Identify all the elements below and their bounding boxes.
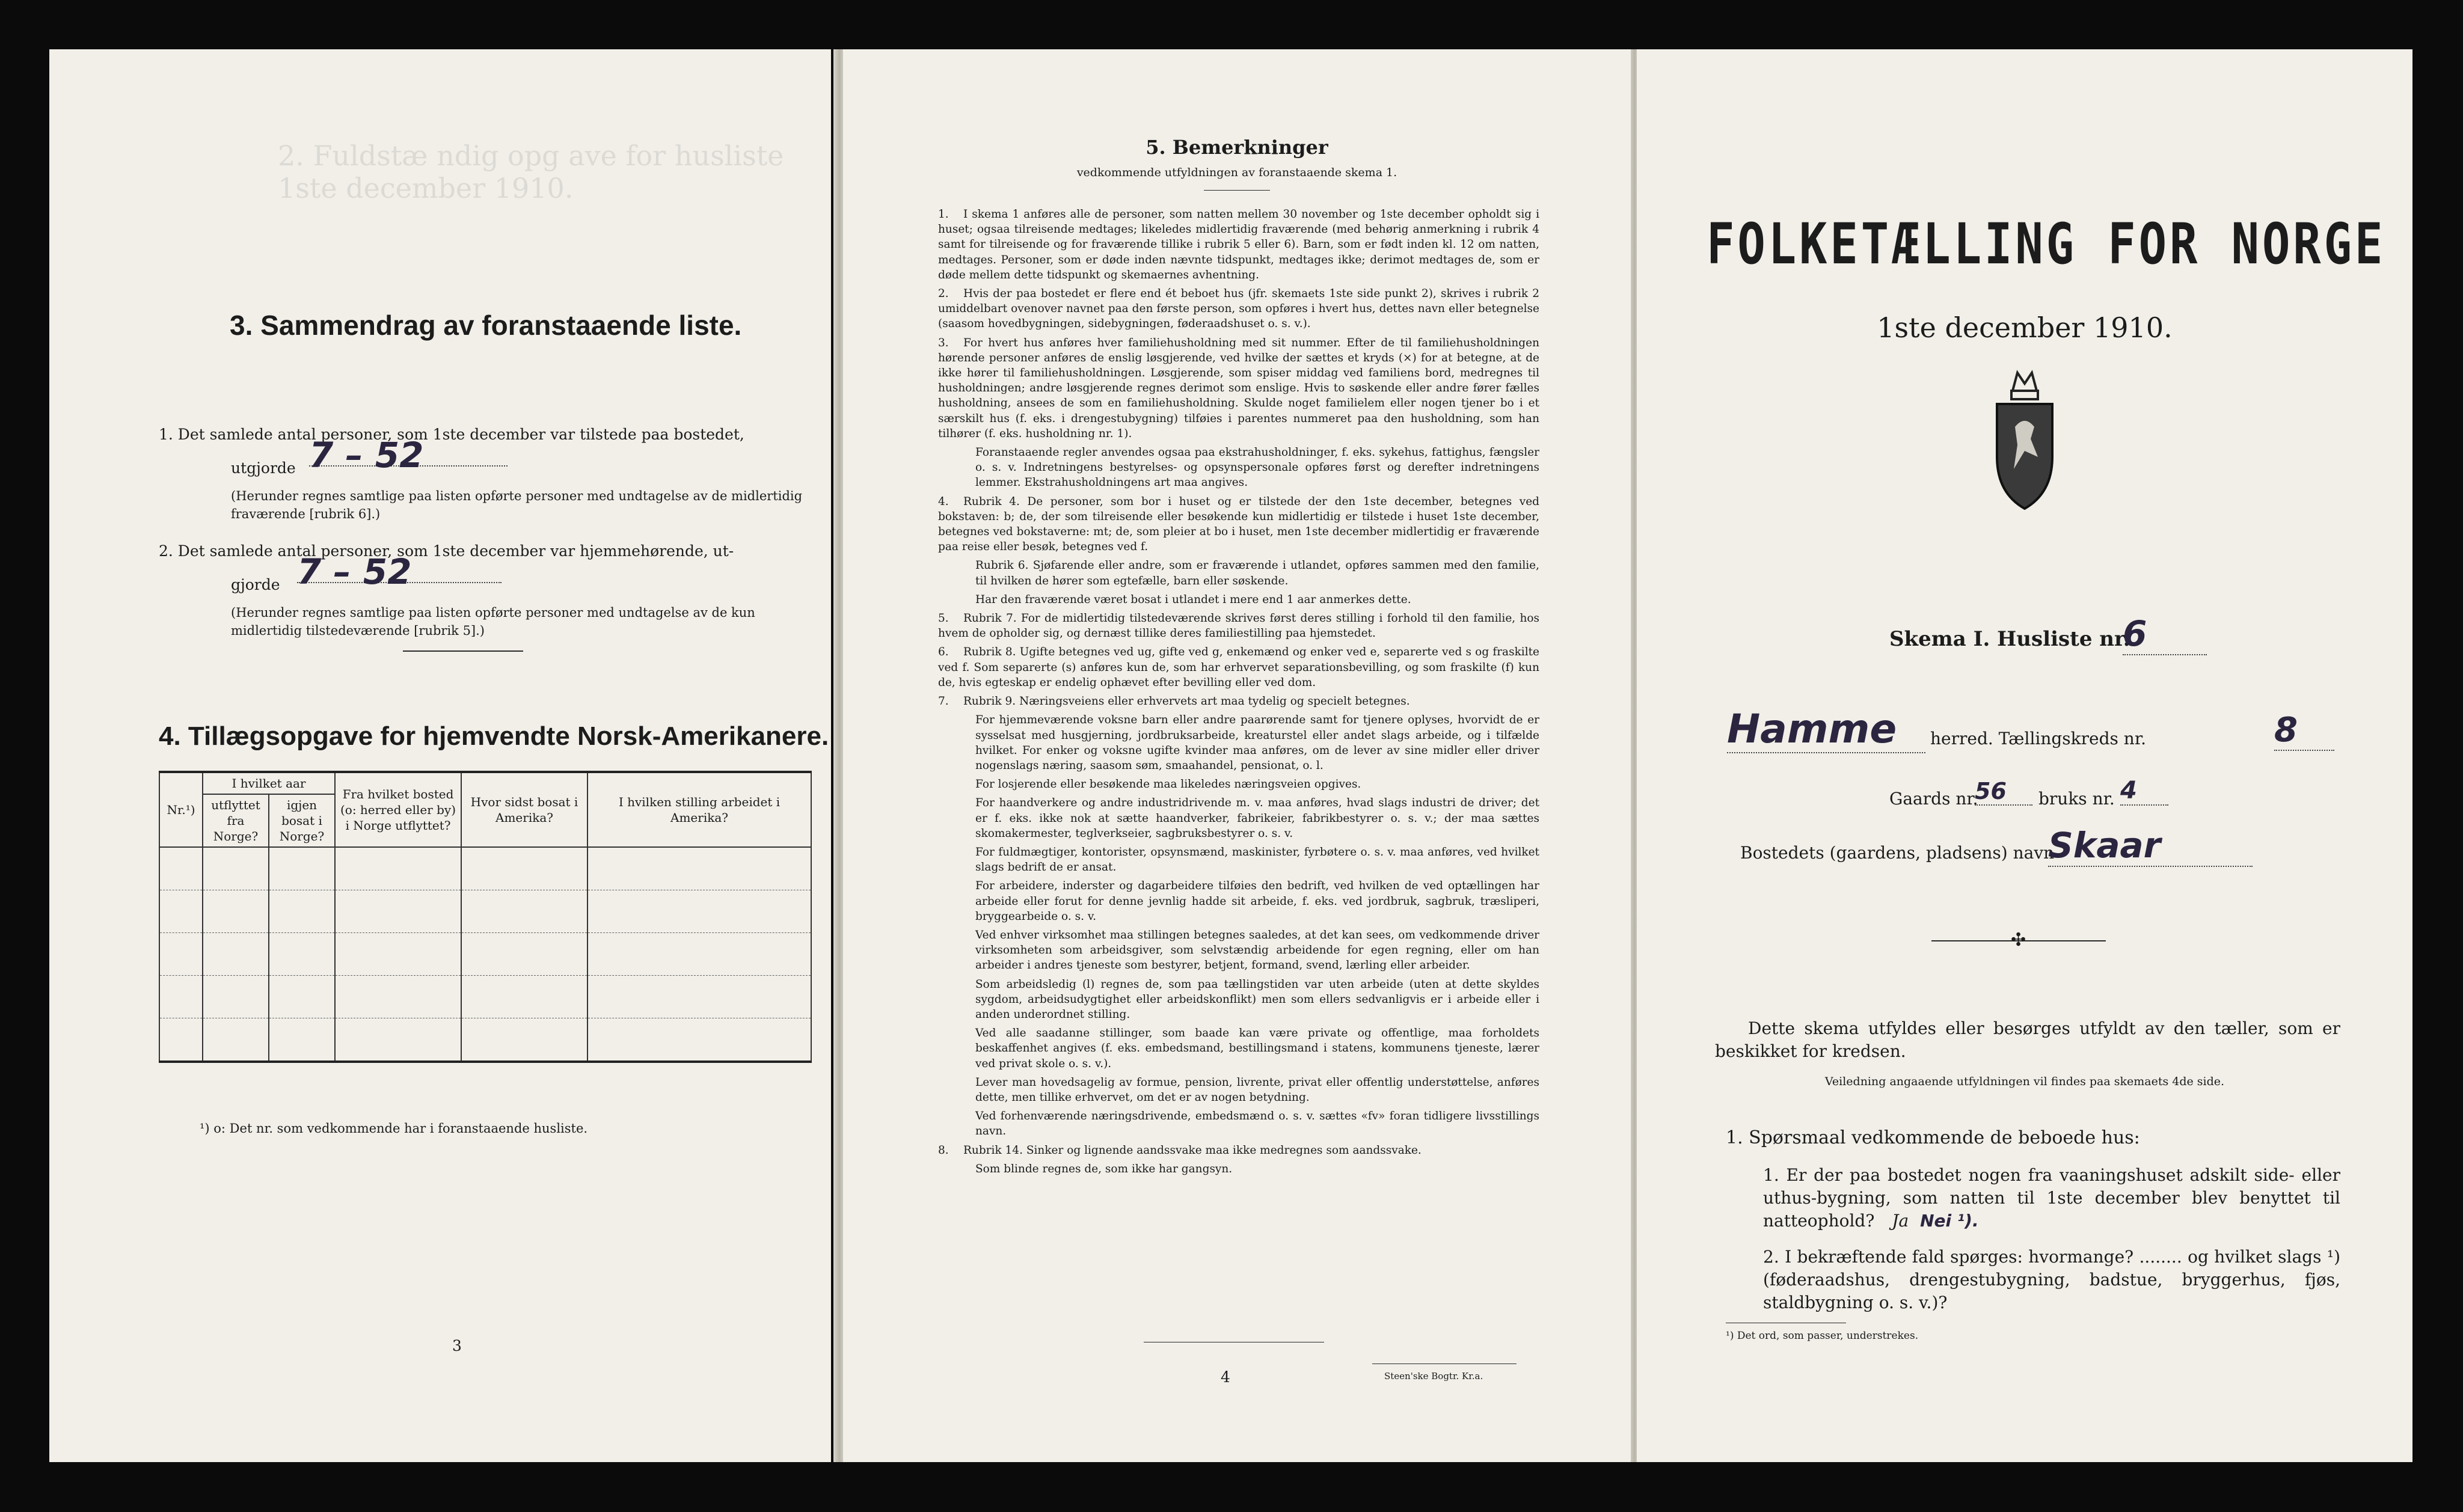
remark-text: Rubrik 6. Sjøfarende eller andre, som er fraværende i utlandet, opføres sammen med den familie, til hvilken de hører som egtefælle, barn eller søskende. xyxy=(975,559,1539,587)
remark-item xyxy=(938,795,1539,841)
section4-heading: 4. Tillægsopgave for hjemvendte Norsk-Amerikanere. xyxy=(159,721,829,751)
remark-item xyxy=(938,1026,1539,1071)
remark-item xyxy=(938,592,1539,607)
printer-imprint: Steen'ske Bogtr. Kr.a. xyxy=(1384,1371,1483,1382)
gaards-nr: 56 xyxy=(1975,778,2032,806)
table-row xyxy=(159,847,811,890)
kreds-nr: 8 xyxy=(2274,711,2334,751)
remark-text: Rubrik 14. Sinker og lignende aandssvake maa ikke medregnes som aandssvake. xyxy=(963,1143,1422,1157)
table-row xyxy=(159,1018,811,1062)
remark-text: Hvis der paa bostedet er flere end ét beboet hus (jfr. skemaets 1ste side punkt 2), skrives i rubrik 2 umiddelbart ovenover navnet paa den første person, som opføres i hvert hus, dettes navn eller betegnelse (saasom hovedbygningen, sidebygningen, føderaadshuset o. s. v.). xyxy=(938,287,1539,331)
remark-text: For haandverkere og andre industridrivende m. v. maa anføres, hvad slags industri de driver; det er f. eks. ikke nok at sætte haandverker, fabrikeier, fabrikbestyrer o. s. v.; der maa sættes skomakermester, teglverkseier, sagbruksbestyrer o. s. v. xyxy=(975,797,1539,840)
answer-nei: Nei ¹). xyxy=(1920,1211,1979,1231)
remark-item xyxy=(938,1162,1539,1177)
page-middle xyxy=(843,49,1631,1462)
page-left xyxy=(49,49,831,1462)
remarks-list xyxy=(938,207,1539,1180)
col-group-year: I hvilket aar xyxy=(203,772,335,794)
remark-number: 8. xyxy=(938,1143,949,1157)
remark-text: Rubrik 4. De personer, som bor i huset og er tilstede der den 1ste december, betegnes ved bokstaven: b; de, der som tilreisende eller besøkende kun midlertidig er tilstede i huset 1ste december, betegnes ved bokstaverne: mt; de, som pleier at bo i huset, men 1ste december midlertidig er fraværende paa reise eller besøk, betegnes ved f. xyxy=(938,495,1539,554)
remark-item xyxy=(938,1143,1539,1158)
remark-text: For losjerende eller besøkende maa likeledes næringsveien opgives. xyxy=(975,778,1361,791)
husliste-nr: 6 xyxy=(2123,613,2207,655)
item2-note: (Herunder regnes samtlige paa listen opførte personer med undtagelse av de kun midlertidig tilstedeværende [rubrik 5].) xyxy=(231,605,755,638)
remarks-heading: 5. Bemerkninger xyxy=(1146,136,1328,159)
remark-text: Har den fraværende været bosat i utlandet i mere end 1 aar anmerkes dette. xyxy=(975,593,1411,606)
item2-handwritten-count: 7 – 52 xyxy=(297,562,501,583)
remark-text: I skema 1 anføres alle de personer, som natten mellem 30 november og 1ste december opholdt sig i huset; ogsaa tilreisende medtages; likeledes midlertidig fraværende (med behørig anmerkning i rubrik 4 samt for tilreisende og for fraværende tillike i rubrik 5 eller 6). Barn, som er født inden kl. 12 om natten, medtages. Personer, som er døde inden nævnte tidspunkt, medtages ikke; derimot medtages de, som er døde mellem dette tidspunkt og skemaernes avhentning. xyxy=(938,208,1539,281)
col-fra-bosted: Fra hvilket bosted (o: herred eller by) i Norge utflyttet? xyxy=(335,772,461,847)
remark-text: Som blinde regnes de, som ikke har gangsyn. xyxy=(975,1162,1233,1175)
item1-note: (Herunder regnes samtlige paa listen opførte personer med undtagelse av de midlertidig fraværende [rubrik 6].) xyxy=(231,489,803,521)
remark-item xyxy=(938,845,1539,875)
remark-number: 1. xyxy=(938,208,949,221)
remark-item xyxy=(938,977,1539,1023)
heading-rule xyxy=(1204,190,1270,191)
footnote: ¹) Det ord, som passer, understrekes. xyxy=(1726,1330,1919,1342)
instruction-text: Dette skema utfyldes eller besørges utfyldt av den tæller, som er beskikket for kredsen. xyxy=(1715,1018,2340,1061)
table-footnote: ¹) o: Det nr. som vedkommende har i foranstaaende husliste. xyxy=(200,1121,588,1136)
page-right xyxy=(1637,49,2412,1462)
remark-number: 2. xyxy=(938,287,949,301)
col-stilling: I hvilken stilling arbeidet i Amerika? xyxy=(587,772,811,847)
question1-heading: 1. Spørsmaal vedkommende de beboede hus: xyxy=(1726,1127,2140,1148)
remark-text: Ved enhver virksomhet maa stillingen betegnes saaledes, at det kan sees, om vedkommende driver virksomheten som arbeidsgiver, som selvstændig arbeidende for egen regning, eller om han arbeider i andres tjeneste som bestyrer, betjent, formand, svend, lærling eller arbeider. xyxy=(975,928,1539,972)
item1-handwritten-count: 7 – 52 xyxy=(309,445,508,467)
skema-label: Skema I. Husliste nr. xyxy=(1889,627,2130,651)
remark-text: Foranstaaende regler anvendes ogsaa paa ekstrahusholdninger, f. eks. sykehus, fattighus, fængsler o. s. v. Indretningens bestyrelses- og opsynspersonale opføres først og derefter indretningens lemmer. Ekstrahusholdningens art maa angives. xyxy=(975,446,1539,489)
remark-item xyxy=(938,777,1539,792)
remark-text: Lever man hovedsagelig av formue, pension, livrente, privat eller offentlig understøttelse, anføres dette, men tillike erhvervet, om det er av nogen betydning. xyxy=(975,1076,1539,1104)
divider xyxy=(403,650,523,652)
item1-label: utgjorde xyxy=(231,459,296,477)
page-number: 3 xyxy=(452,1337,462,1354)
question1 xyxy=(1763,1164,2340,1232)
col-igjen-bosat: igjen bosat i Norge? xyxy=(269,794,335,847)
form-title: FOLKETÆLLING FOR NORGE xyxy=(1707,212,2386,277)
remark-text: For hvert hus anføres hver familiehusholdning med sit nummer. Efter de til familiehusholdningen hørende personer anføres de enslig løsgjerende, ved hvilke der sættes et kryds (×) for at betegne, at de ikke hører til familiehusholdningen. Løsgjerende, som spiser middag ved familiens bord, medregnes til husholdningen; andre løsgjerende regnes derimot som enslige. Hvis to søskende eller andre fører fælles husholdning, ansees de som en familiehusholdning. Skulde noget familielem eller nogen tjener bo i et særskilt hus (f. eks. i drengestubygning) tilføies i parentes nummeret paa den husholdning, som han tilhører (f. eks. husholdning nr. 1). xyxy=(938,336,1539,440)
remark-item xyxy=(938,644,1539,690)
item2-line1: 2. Det samlede antal personer, som 1ste december var hjemmehørende, ut- xyxy=(159,542,734,560)
remark-item xyxy=(938,1109,1539,1139)
question2-text: 2. I bekræftende fald spørges: hvormange? ........ og hvilket slags ¹) (føderaadshus, drengestubygning, badstue, bryggerhus, fjøs, staldbygning o. s. v.)? xyxy=(1763,1247,2340,1312)
remark-item xyxy=(938,712,1539,773)
page-number: 4 xyxy=(1221,1368,1230,1386)
item1-line1: 1. Det samlede antal personer, som 1ste december var tilstede paa bostedet, xyxy=(159,426,744,443)
item2-label: gjorde xyxy=(231,576,280,593)
remark-item xyxy=(938,494,1539,555)
remark-number: 4. xyxy=(938,495,949,508)
bruks-label: bruks nr. xyxy=(2038,789,2115,809)
remark-number: 3. xyxy=(938,336,949,349)
remark-number: 5. xyxy=(938,612,949,625)
col-utflyttet: utflyttet fra Norge? xyxy=(203,794,269,847)
question1-text: 1. Er der paa bostedet nogen fra vaaningshuset adskilt side- eller uthus-bygning, som natten til 1ste december blev benyttet til natteophold? xyxy=(1763,1165,2340,1231)
section3-heading: 3. Sammendrag av foranstaaende liste. xyxy=(230,310,742,341)
remark-item xyxy=(938,611,1539,641)
remark-item xyxy=(938,207,1539,283)
remark-text: For fuldmægtiger, kontorister, opsynsmænd, maskinister, fyrbøtere o. s. v. maa anføres, ved hvilket slags bedrift de er ansat. xyxy=(975,845,1539,874)
remark-text: Ved forhenværende næringsdrivende, embedsmænd o. s. v. sættes «fv» foran tidligere livsstillings navn. xyxy=(975,1110,1539,1138)
remark-text: Rubrik 7. For de midlertidig tilstedeværende skrives først deres stilling i forhold til den familie, hos hvem de opholder sig, og dernæst tillike deres familiestilling paa hjemstedet. xyxy=(938,612,1539,640)
bosted-name: Skaar xyxy=(2048,825,2253,867)
col-sidst-bosat: Hvor sidst bosat i Amerika? xyxy=(461,772,587,847)
remark-text: Rubrik 9. Næringsveiens eller erhvervets art maa tydelig og specielt betegnes. xyxy=(963,695,1410,708)
veiledning-text: Veiledning angaaende utfyldningen vil findes paa skemaets 4de side. xyxy=(1824,1075,2225,1088)
section3-item2 xyxy=(159,541,808,640)
remark-item xyxy=(938,928,1539,973)
table-row xyxy=(159,933,811,976)
ornament-icon: ✣ xyxy=(2011,929,2026,950)
answer-ja: Ja xyxy=(1892,1211,1909,1231)
remark-text: For hjemmeværende voksne barn eller andre paarørende samt for tjenere oplyses, hvorvidt de er sysselsat med husgjerning, jordbruksarbeide, kreaturstel eller andet slags arbeide, og i tilfælde hvilket. For enker og voksne ugifte kvinder maa anføres, om de lever av sine midler eller driver nogenslags næring, saasom søm, smaahandel, pensionat, o. l. xyxy=(975,714,1539,772)
norsk-amerikanere-table xyxy=(159,771,812,1063)
form-date: 1ste december 1910. xyxy=(1877,311,2173,344)
remark-item xyxy=(938,878,1539,924)
remark-item xyxy=(938,558,1539,588)
remark-text: Som arbeidsledig (l) regnes de, som paa tællingstiden var uten arbeide (uten at dette skyldes sygdom, arbeidsudygtighet eller arbeidskonflikt) men som ellers sedvanligvis er i arbeide eller i anden underordnet stilling. xyxy=(975,978,1539,1021)
table-row xyxy=(159,976,811,1018)
section3-item1 xyxy=(159,424,808,523)
bosted-label: Bostedets (gaardens, pladsens) navn xyxy=(1740,843,2055,863)
ghost-text: 2. Fuldstæ ndig opg ave for husliste 1ste december 1910. xyxy=(278,139,784,204)
remark-item xyxy=(938,694,1539,709)
col-nr: Nr.¹) xyxy=(159,772,203,847)
bruks-nr: 4 xyxy=(2120,777,2168,806)
remark-number: 6. xyxy=(938,646,949,659)
remark-item xyxy=(938,335,1539,441)
herred-name: Hamme xyxy=(1727,706,1925,753)
table-row xyxy=(159,890,811,933)
remark-number: 7. xyxy=(938,695,949,708)
remark-item xyxy=(938,1075,1539,1105)
remark-text: Ved alle saadanne stillinger, som baade kan være private og offentlige, maa forholdets beskaffenhet angives (f. eks. embedsmand, bestillingsmand i statens, kommunens tjeneste, lærer ved privat skole o. s. v.). xyxy=(975,1027,1539,1070)
gaards-label: Gaards nr. xyxy=(1889,789,1978,809)
remark-item xyxy=(938,445,1539,491)
remark-text: For arbeidere, inderster og dagarbeidere tilføies den bedrift, ved hvilken de ved optællingen har arbeide eller forut for denne jevnlig hadde sit arbeide, f. eks. ved jordbruk, sagbruk, træsliperi, bryggearbeide o. s. v. xyxy=(975,880,1539,923)
herred-label: herred. Tællingskreds nr. xyxy=(1930,729,2147,748)
remark-item xyxy=(938,286,1539,332)
remark-text: Rubrik 8. Ugifte betegnes ved ug, gifte ved g, enkemænd og enker ved e, separerte ved s og fraskilte ved f. Som separerte (s) anføres kun de, som har erhvervet separationsbevilling, og som fraskilte (f) kun de, hvis egteskap er endelig ophævet efter bevilling eller ved dom. xyxy=(938,646,1539,689)
remarks-subheading: vedkommende utfyldningen av foranstaaende skema 1. xyxy=(1076,166,1397,179)
coat-of-arms-icon xyxy=(1989,367,2061,511)
